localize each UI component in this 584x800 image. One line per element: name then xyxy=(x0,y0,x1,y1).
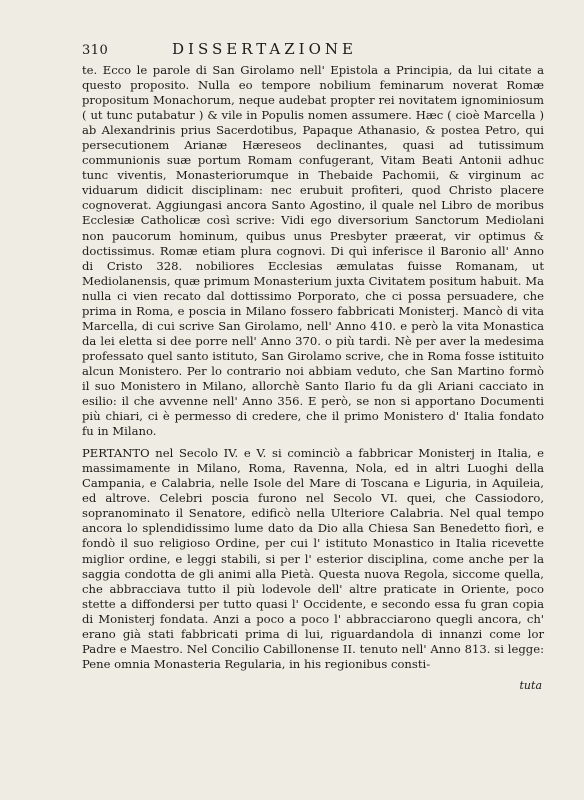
paragraph-2-text: PERTANTO nel Secolo IV. e V. si cominciò a fabbricar Monisterj in Italia, e massimamente in Milano, Roma, Ravenna, Nola, ed in altri Luoghi della Campania, e Calabria, nelle Isole del Mare di Toscana e Liguria, in Aquileia, ed altrove. Celebri poscia furono nel Secolo VI. quei, che Cassiodoro, sopranominato il Senatore, edificò nella Ulteriore Calabria. Nel qual tempo ancora lo splendidissimo lume dato da Dio alla Chiesa San Benedetto fiorì, e fondò il suo religioso Ordine, per cui l' istituto Monastico in Italia ricevette miglior ordine, e leggi stabili, si per l' esterior disciplina, come anche per la saggia condotta de gli animi alla Pietà. Questa nuova Regola, siccome quella, che abbracciava tutto il più lodevole dell' altre praticate in Oriente, poco stette a diffondersi per tutto quasi l' Occidente, e secondo essa fu gran copia di Monisterj fondata. Anzi a poco a poco l' abbracciarono quegli ancora, ch' erano già stati fabbricati prima di lui, riguardandola di innanzi come lor Padre e Maestro. Nel Concilio Cabillonense II. tenuto nell' Anno 813. si legge: Pene omnia Monasteria Regularia, in his regionibus consti- xyxy=(82,446,544,671)
paragraph-2 xyxy=(82,446,544,672)
running-title: DISSERTAZIONE xyxy=(172,40,357,58)
paragraph-1 xyxy=(82,63,544,439)
catchword: tuta xyxy=(519,678,542,692)
page-header xyxy=(82,40,544,58)
paragraph-1-text: te. Ecco le parole di San Girolamo nell' Epistola a Principia, da lui citate a questo proposito. Nulla eo tempore nobilium feminarum noverat Romæ propositum Monachorum, neque audebat propter rei novitatem ignominiosum ( ut tunc putabatur ) & vile in Populis nomen assumere. Hæc ( cioè Marcella ) ab Alexandrinis prius Sacerdotibus, Papaque Athanasio, & postea Petro, qui persecutionem Arianæ Hæreseos declinantes, quasi ad tutissimum communionis suæ portum Romam confugerant, Vitam Beati Antonii adhuc tunc viventis, Monasteriorumque in Thebaide Pachomii, & virginum ac viduarum didicit disciplinam: nec erubuit profiteri, quod Christo placere cognoverat. Aggiungasi ancora Santo Agostino, il quale nel Libro de moribus Ecclesiæ Catholicæ così scrive: Vidi ego diversorium Sanctorum Mediolani non paucorum hominum, quibus unus Presbyter præerat, vir optimus & doctissimus. Romæ etiam plura cognovi. Di quì inferisce il Baronio all' Anno di Cristo 328. nobiliores Ecclesias æmulatas fuisse Romanam, ut Mediolanensis, quæ primum Monasterium juxta Civitatem positum habuit. Ma nulla ci vien recato dal dottissimo Porporato, che ci possa persuadere, che prima in Roma, e poscia in Milano fossero fabbricati Monisterj. Mancò di vita Marcella, di cui scrive San Girolamo, nell' Anno 410. e però la vita Monastica da lei eletta si dee porre nell' Anno 370. o più tardi. Nè per aver la medesima professato quel santo istituto, San Girolamo scrive, che in Roma fosse istituito alcun Monistero. Per lo contrario noi abbiam veduto, che San Martino formò il suo Monistero in Milano, allorchè Santo Ilario fu da gli Ariani cacciato in esilio: il che avvenne nell' Anno 356. E però, se non si apportano Documenti più chiari, ci è permesso di credere, che il primo Monistero d' Italia fondato fu in Milano. xyxy=(82,63,544,439)
page-number: 310 xyxy=(82,43,109,58)
